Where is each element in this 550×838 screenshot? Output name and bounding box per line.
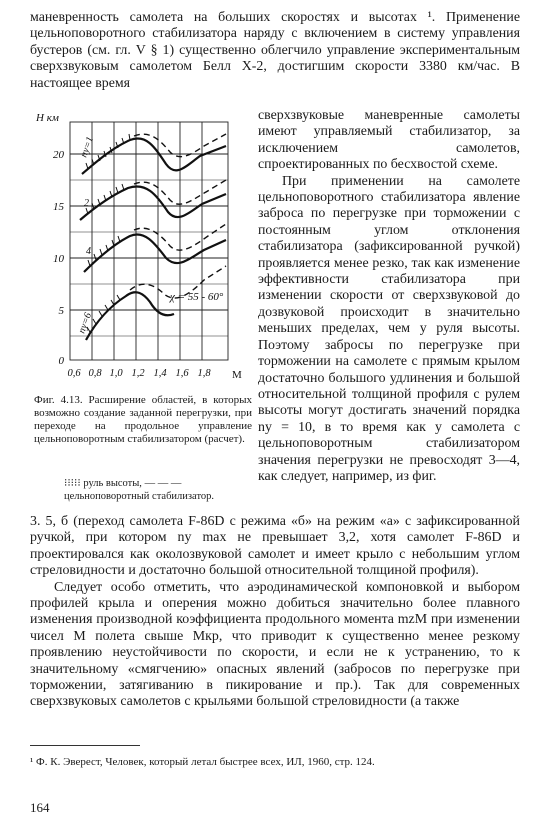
legend-tick-symbol: ⁝⁝⁝⁝⁝ — [64, 478, 81, 489]
chi-label: χ = 55 - 60° — [170, 291, 224, 303]
curve-ny4 — [84, 234, 226, 272]
curve-label-2: 2 — [84, 198, 89, 209]
x-tick-1-6: 1,6 — [175, 368, 189, 379]
y-tick-10: 10 — [53, 253, 64, 265]
curve-ny1 — [82, 138, 226, 174]
footnote: ¹ Ф. К. Эверест, Человек, который летал быстрее всех, ИЛ, 1960, стр. 124. — [30, 756, 375, 768]
x-tick-1-4: 1,4 — [153, 368, 167, 379]
x-axis-unit: M — [232, 369, 242, 381]
figure-legend — [64, 478, 254, 503]
y-tick-20: 20 — [53, 149, 64, 161]
curve-label-ny6: ny=6 — [76, 311, 95, 336]
footnote-rule — [30, 745, 140, 746]
figure-4-13 — [30, 108, 254, 508]
bottom-paragraph-2: Следует особо отметить, что аэродинамической компоновкой и выбором профилей крыла и оперения можно добиться значительно более плавного изменения производной коэффициента продольного момента mzM при изменении чисел M полета свыше Mкр, что приводит к существенно менее резкому проявлению неустойчивости по скорости, и если не к устранению, то к значительному «смягчению» опасных явлений (забросов по перегрузке при торможении, затягиванию в пикирование и пр.). Так для современных сверхзвуковых самолетов с крыльями большой стреловидности (а также — [30, 579, 520, 710]
y-axis-unit: H км — [36, 112, 59, 124]
legend-stabilizer: цельноповоротный стабилизатор. — [64, 490, 215, 502]
right-paragraph-2: При применении на самолете цельноповоротного стабилизатора явление заброса по перегрузке при торможении с постоянным углом отклонения стабилизатора (зафиксированной ручкой) проявляется менее резко, так как изменение эффективности стабилизатора при изменении скорости от сверхзвуковой до дозвуковой происходит в значительно меньших пределах, чем у руля высоты. Поэтому забросы по перегрузке при торможении на самолете с прямым крылом достаточно большого удлинения и большой относительной толщиной профиля с рулем высоты могут достигать значений порядка nу = 10, в то время как у самолета с цельноповоротным стабилизатором значения перегрузки не превосходят 3—4, как следует, например, из фиг. — [258, 173, 520, 484]
right-paragraph-1: сверхзвуковые маневренные самолеты имеют управляемый стабилизатор, за исключением самолетов, спроектированных по бесхвостой схеме. — [258, 108, 520, 173]
bottom-text — [30, 514, 520, 711]
curve-label-ny1: ny=1 — [78, 135, 97, 160]
legend-elevator: руль высоты, — [83, 478, 142, 489]
top-paragraph-text: маневренность самолета на больших скоростях и высотах ¹. Применение цельноповоротного стабилизатора наряду с включением в систему управления бустеров (см. гл. V § 1) существенно облегчило управление экспериментальным сверхзвуковым самолетом Белл X-2, достигшим скорости 3380 км/час. В настоящее время — [30, 10, 520, 91]
curve-label-4: 4 — [86, 246, 91, 257]
top-paragraph — [30, 10, 520, 92]
right-column — [258, 108, 520, 485]
y-tick-0: 0 — [58, 355, 64, 367]
curve-ny6 — [86, 292, 174, 340]
x-tick-0-6: 0,6 — [67, 368, 81, 379]
legend-dash-symbol: — — — — [144, 478, 182, 489]
x-tick-1-2: 1,2 — [131, 368, 145, 379]
bottom-paragraph-1: 3. 5, б (переход самолета F-86D с режима «б» на режим «а» с зафиксированной ручкой, при котором nу max не превышает 3,2, хотя самолет F-86D и проектировался как околозвуковой самолет и имеет крыло с небольшим углом стреловидности и достаточно большой относительной толщиной профиля). — [30, 514, 520, 579]
figure-plot — [30, 108, 254, 388]
figure-caption: Фиг. 4.13. Расширение областей, в которых возможно создание заданной перегрузки, при переходе на продольное управление цельноповоротным стабилизатором (расчет). — [34, 394, 252, 445]
x-tick-1-8: 1,8 — [197, 368, 211, 379]
y-tick-5: 5 — [58, 305, 64, 317]
x-tick-0-8: 0,8 — [88, 368, 102, 379]
curve-ny2 — [80, 186, 226, 220]
x-tick-1-0: 1,0 — [109, 368, 123, 379]
plot-frame — [70, 122, 228, 360]
page-number: 164 — [30, 800, 50, 815]
y-tick-15: 15 — [53, 201, 64, 213]
